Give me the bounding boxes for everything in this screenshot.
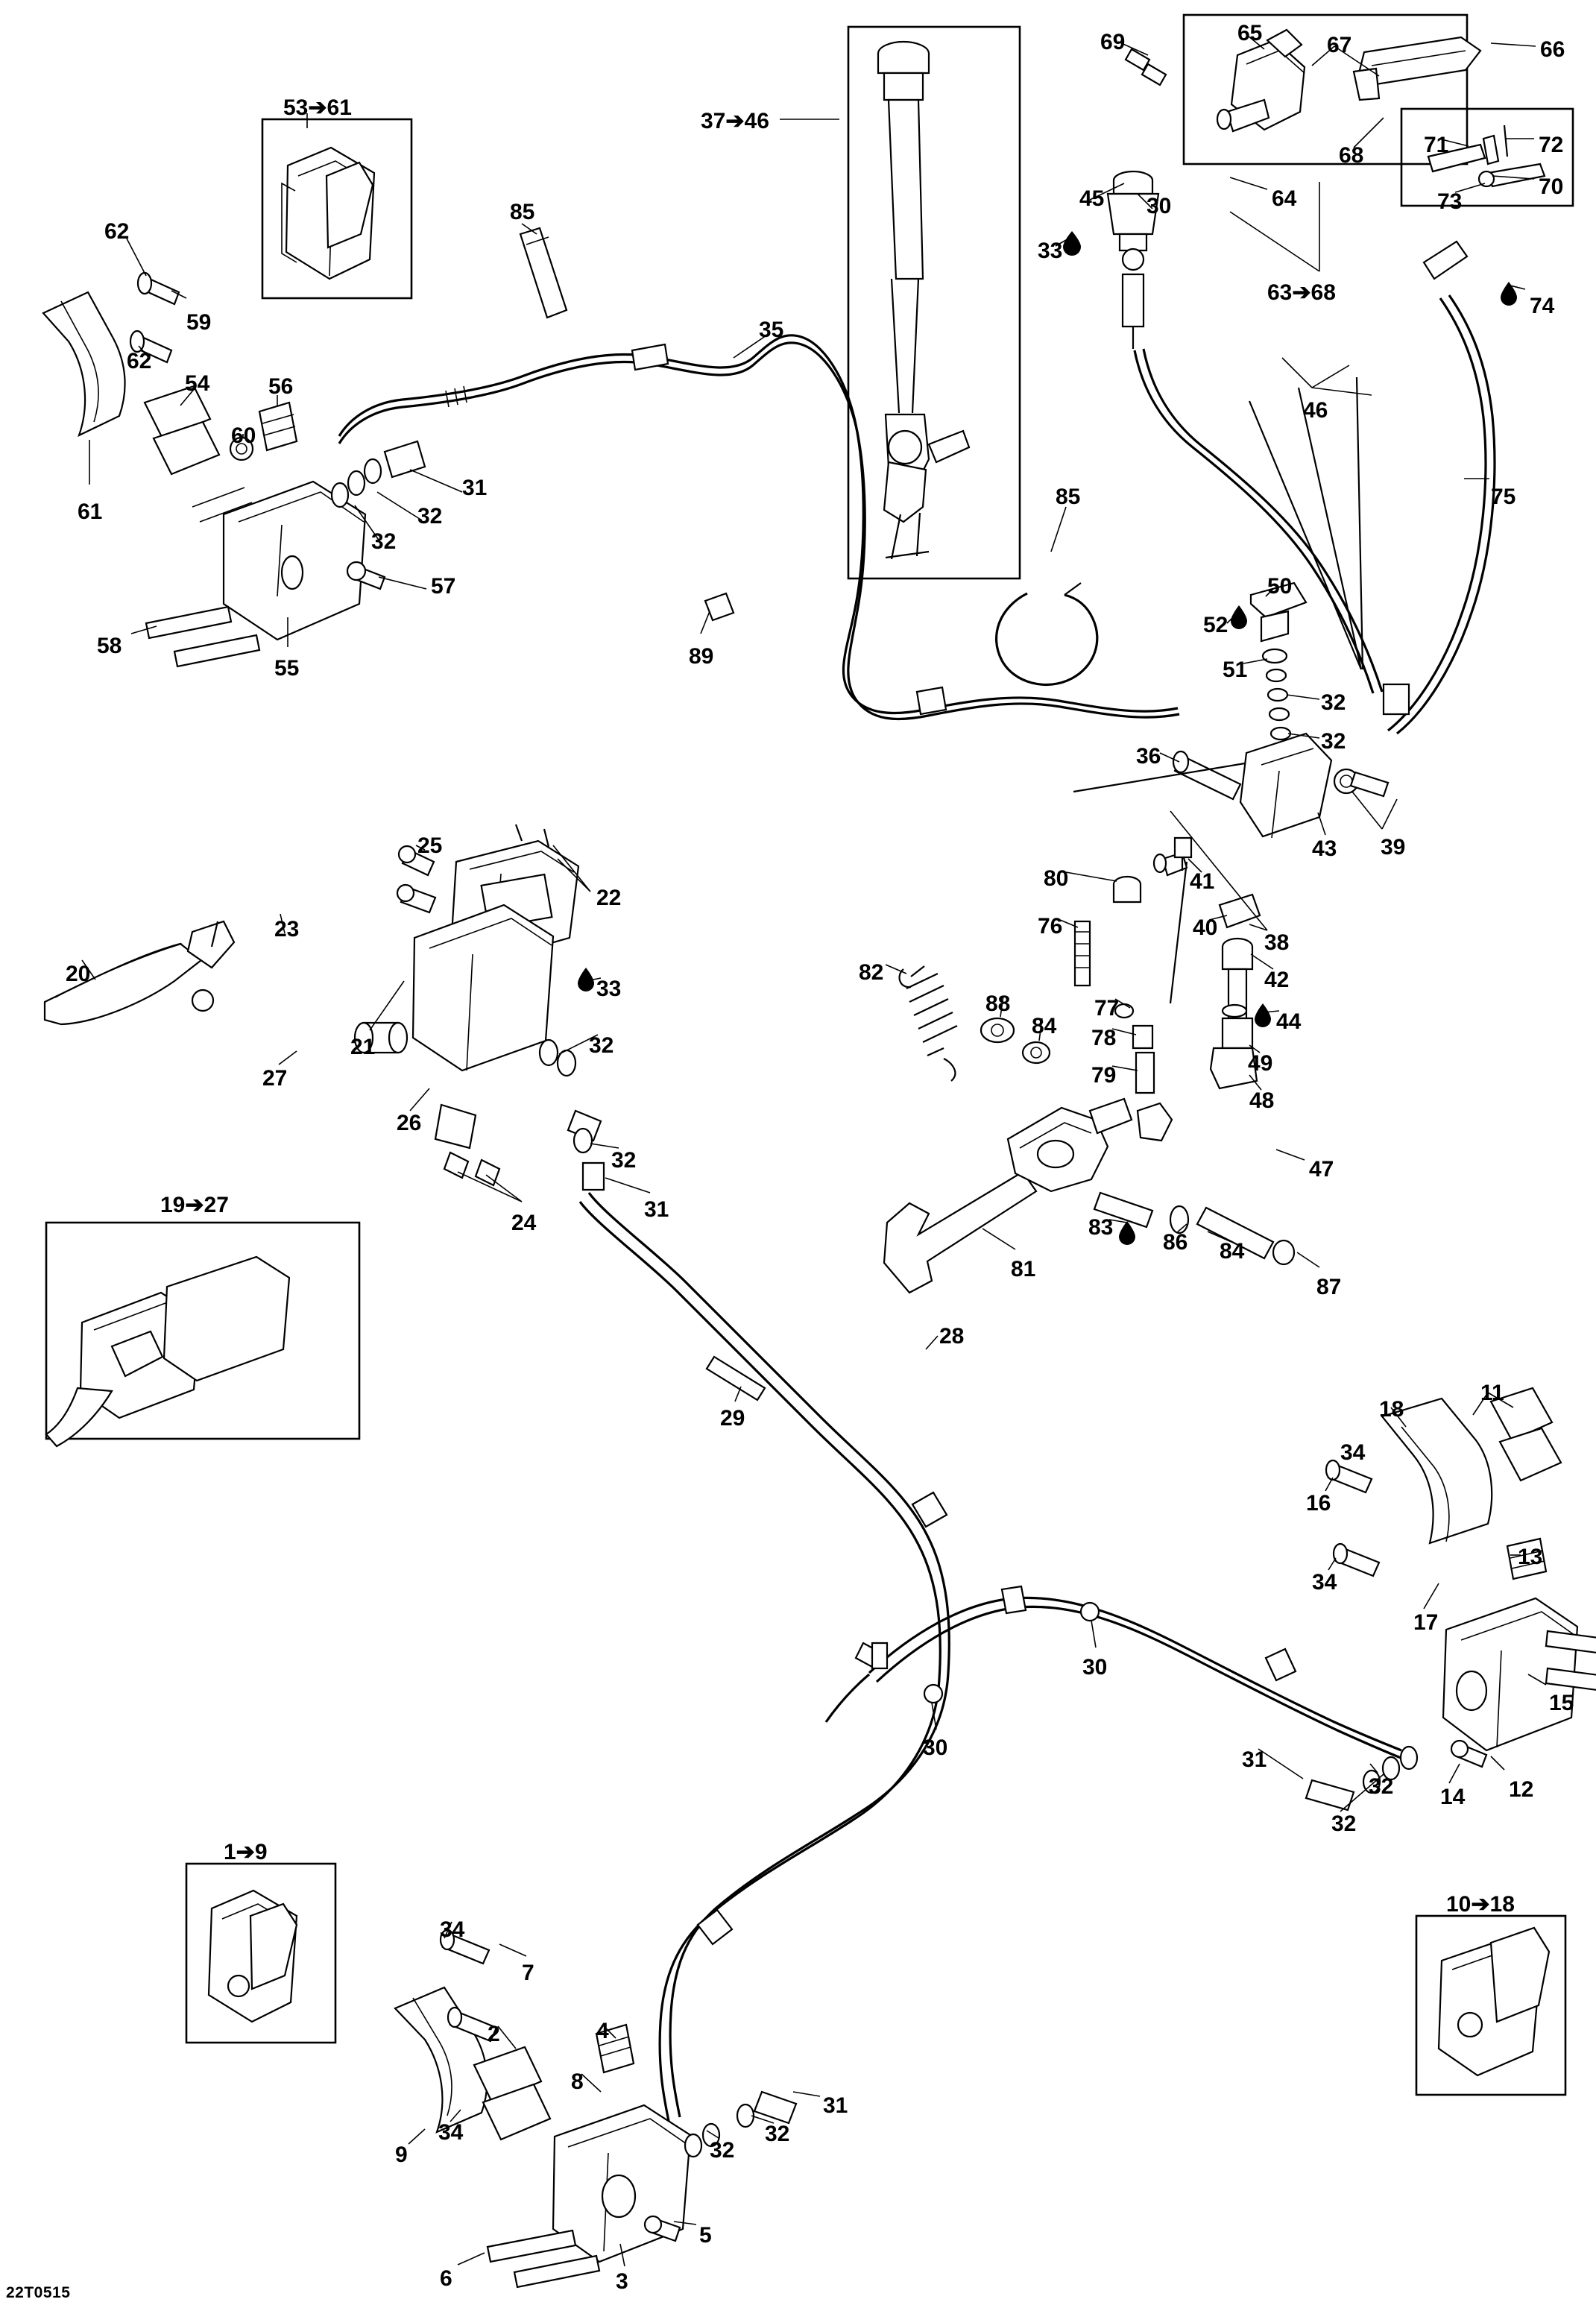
callout-34c: 34 (440, 1917, 465, 1942)
misc-parts (520, 228, 1517, 1400)
callout-65: 65 (1237, 21, 1263, 45)
callout-22: 22 (596, 886, 622, 910)
callout-32f: 32 (611, 1148, 637, 1173)
brake-line-branch (826, 1586, 1404, 1759)
callout-53-61: 53➔61 (283, 95, 352, 120)
callout-64: 64 (1272, 186, 1297, 211)
callout-4: 4 (596, 2019, 609, 2043)
callout-43: 43 (1312, 836, 1337, 861)
inset-art-37-46 (878, 42, 969, 559)
callout-3: 3 (616, 2269, 628, 2294)
callout-57: 57 (431, 574, 456, 599)
callout-21: 21 (350, 1035, 376, 1059)
callout-11: 11 (1480, 1381, 1504, 1405)
callout-33a: 33 (1038, 239, 1063, 263)
callout-38: 38 (1264, 930, 1290, 955)
callout-56: 56 (268, 374, 294, 399)
callout-12: 12 (1509, 1777, 1534, 1802)
callout-82: 82 (859, 960, 884, 985)
callout-23: 23 (274, 917, 300, 942)
callout-32j: 32 (710, 2138, 735, 2163)
callout-80: 80 (1044, 866, 1069, 891)
callout-33b: 33 (596, 977, 622, 1001)
callout-70: 70 (1539, 174, 1564, 199)
inset-art-63-68 (1126, 30, 1480, 131)
callout-48: 48 (1249, 1088, 1275, 1113)
hose-46-75 (1135, 242, 1495, 734)
callout-75: 75 (1491, 485, 1516, 509)
callout-31a: 31 (462, 476, 488, 500)
callout-85b: 85 (1056, 485, 1081, 509)
callout-34a: 34 (1340, 1440, 1366, 1465)
callout-84a: 84 (1032, 1014, 1057, 1038)
callout-32b: 32 (371, 529, 397, 554)
callout-71: 71 (1424, 133, 1449, 157)
callout-31c: 31 (1242, 1747, 1267, 1772)
callout-58: 58 (97, 634, 122, 658)
callout-79: 79 (1091, 1063, 1117, 1088)
callout-36: 36 (1136, 744, 1161, 769)
callout-19-27: 19➔27 (160, 1193, 229, 1217)
inset-box-37-46 (848, 27, 1020, 578)
brake-line-35 (339, 335, 1179, 719)
callout-1-9: 1➔9 (224, 1840, 268, 1864)
callout-84b: 84 (1220, 1239, 1245, 1264)
callout-49: 49 (1248, 1051, 1273, 1076)
inset-art-53-61 (282, 148, 374, 279)
callout-34d: 34 (438, 2120, 464, 2145)
callout-66: 66 (1540, 37, 1565, 62)
callout-32h: 32 (1331, 1812, 1357, 1836)
callout-47: 47 (1309, 1157, 1334, 1182)
callout-62a: 62 (104, 219, 130, 244)
callout-30c: 30 (923, 1735, 948, 1760)
callout-15: 15 (1549, 1691, 1574, 1715)
callout-52: 52 (1203, 613, 1228, 637)
callout-86: 86 (1163, 1230, 1188, 1255)
caliper-assembly-3 (395, 1930, 796, 2287)
callout-51: 51 (1223, 658, 1248, 682)
callout-35: 35 (759, 318, 784, 342)
callout-32e: 32 (589, 1033, 614, 1058)
callout-25: 25 (417, 833, 443, 858)
callout-17: 17 (1413, 1610, 1439, 1635)
callout-69: 69 (1100, 30, 1126, 54)
callout-73: 73 (1437, 189, 1463, 214)
callout-46: 46 (1303, 398, 1328, 423)
callout-29: 29 (720, 1406, 745, 1431)
callout-32g: 32 (1369, 1774, 1394, 1799)
callout-28: 28 (939, 1324, 965, 1349)
callout-8: 8 (571, 2069, 584, 2094)
callout-72: 72 (1539, 133, 1564, 157)
callout-5: 5 (699, 2223, 712, 2248)
callout-9: 9 (395, 2143, 408, 2167)
callout-16: 16 (1306, 1491, 1331, 1516)
callout-30b: 30 (1082, 1655, 1108, 1680)
callout-77: 77 (1094, 996, 1120, 1021)
callout-32a: 32 (417, 504, 443, 529)
callout-88: 88 (985, 991, 1011, 1016)
callout-60: 60 (231, 423, 256, 448)
callout-39: 39 (1381, 835, 1406, 860)
callout-37-46: 37➔46 (701, 109, 769, 133)
callout-62b: 62 (127, 349, 152, 373)
callout-76: 76 (1038, 914, 1063, 939)
callout-41: 41 (1190, 869, 1215, 894)
callout-61: 61 (78, 499, 103, 524)
inset-art-19-27 (46, 1257, 289, 1446)
callout-34b: 34 (1312, 1570, 1337, 1595)
callout-2: 2 (488, 2022, 500, 2046)
inset-art-10-18 (1439, 1928, 1549, 2075)
callout-40: 40 (1193, 915, 1218, 940)
callout-10-18: 10➔18 (1446, 1892, 1515, 1917)
callout-31b: 31 (644, 1197, 669, 1222)
caliper-assembly-55 (43, 273, 425, 666)
callout-78: 78 (1091, 1026, 1117, 1050)
callout-85a: 85 (510, 200, 535, 224)
callout-83: 83 (1088, 1215, 1114, 1240)
document-code: 22T0515 (6, 2284, 71, 2301)
callout-42: 42 (1264, 968, 1290, 992)
callout-81: 81 (1011, 1257, 1036, 1281)
callout-24: 24 (511, 1211, 537, 1235)
callout-32d: 32 (1321, 729, 1346, 754)
callout-6: 6 (440, 2266, 452, 2291)
callout-63-68: 63➔68 (1267, 280, 1336, 305)
callout-89: 89 (689, 644, 714, 669)
callout-26: 26 (397, 1111, 422, 1135)
callout-74: 74 (1530, 294, 1555, 318)
callout-30a: 30 (1146, 194, 1172, 218)
callout-54: 54 (185, 371, 210, 396)
brake-line-28 (580, 1193, 949, 2125)
callout-13: 13 (1518, 1545, 1543, 1569)
callout-14: 14 (1440, 1785, 1466, 1809)
callout-87: 87 (1316, 1275, 1342, 1299)
callout-18: 18 (1379, 1397, 1404, 1422)
callout-32c: 32 (1321, 690, 1346, 715)
callout-44: 44 (1276, 1009, 1302, 1034)
callout-27: 27 (262, 1066, 288, 1091)
callout-59: 59 (186, 310, 212, 335)
callout-68: 68 (1339, 143, 1364, 168)
callout-67: 67 (1327, 33, 1352, 57)
callout-55: 55 (274, 656, 300, 681)
callout-20: 20 (66, 962, 91, 986)
inset-art-1-9 (209, 1891, 297, 2022)
callout-31d: 31 (823, 2093, 848, 2118)
callout-32i: 32 (765, 2122, 790, 2146)
lever-master-assembly (45, 824, 604, 1190)
callout-7: 7 (522, 1961, 534, 1985)
callout-45: 45 (1079, 186, 1105, 211)
callout-50: 50 (1267, 574, 1293, 599)
